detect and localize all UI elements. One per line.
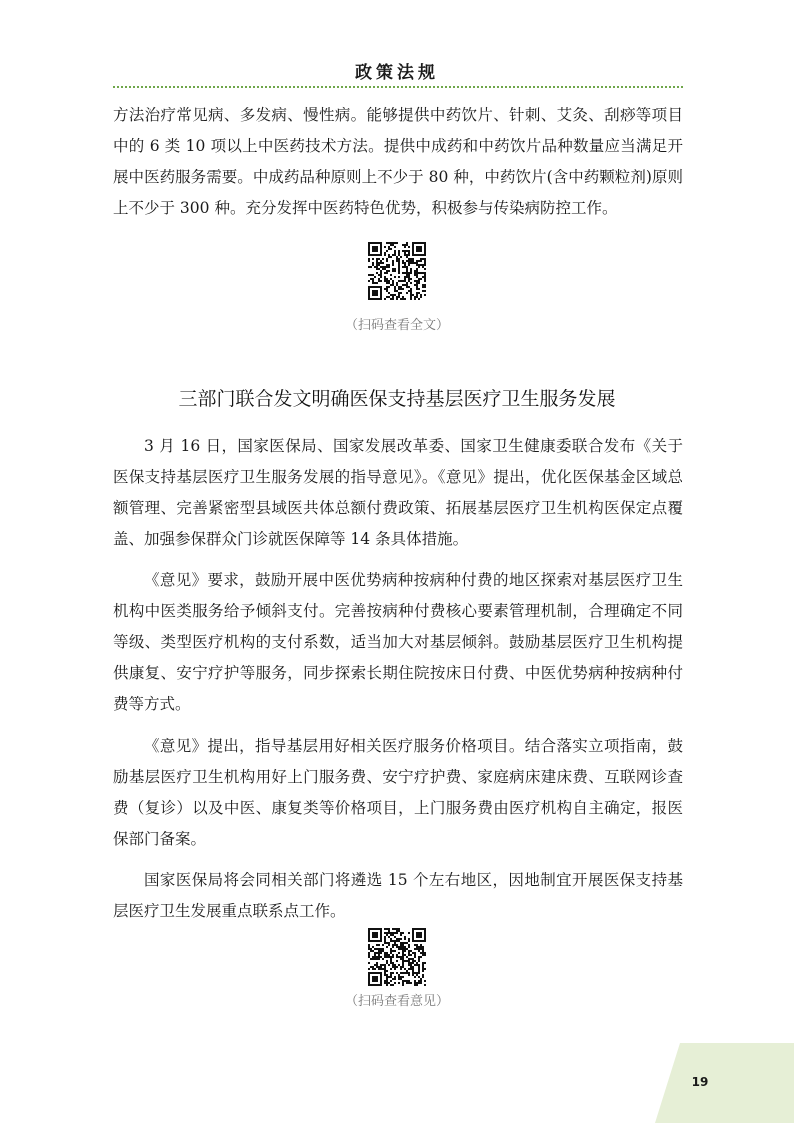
page-header-title: 政策法规 xyxy=(355,63,439,83)
qr-caption-full-text: （扫码查看全文） xyxy=(344,318,449,333)
article-title: 三部门联合发文明确医保支持基层医疗卫生服务发展 xyxy=(178,388,616,410)
qr-caption-opinion: （扫码查看意见） xyxy=(344,994,449,1009)
qr-code-full-text xyxy=(368,242,426,300)
article-paragraph-3: 《意见》提出，指导基层用好相关医疗服务价格项目。结合落实立项指南，鼓励基层医疗卫生机构用好上门服务费、安宁疗护费、家庭病床建床费、互联网诊查费（复诊）以及中医、康复类等价格项目，上门服务费由医疗机构自主确定，报医保部门备案。 xyxy=(113,737,683,848)
article-paragraph-2: 《意见》要求，鼓励开展中医优势病种按病种付费的地区探索对基层医疗卫生机构中医类服务给予倾斜支付。完善按病种付费核心要素管理机制，合理确定不同等级、类型医疗机构的支付系数，适当加大对基层倾斜。鼓励基层医疗卫生机构提供康复、安宁疗护等服务，同步探索长期住院按床日付费、中医优势病种按病种付费等方式。 xyxy=(113,571,683,713)
article-paragraph-4: 国家医保局将会同相关部门将遴选 15 个左右地区，因地制宜开展医保支持基层医疗卫生发展重点联系点工作。 xyxy=(113,871,683,920)
page-number: 19 xyxy=(691,1075,709,1089)
qr-code-opinion xyxy=(368,928,426,986)
article-paragraph-1: 3 月 16 日，国家医保局、国家发展改革委、国家卫生健康委联合发布《关于医保支持基层医疗卫生服务发展的指导意见》。《意见》提出，优化医保基金区域总额管理、完善紧密型县域医共体总额付费政策、拓展基层医疗卫生机构医保定点覆盖、加强参保群众门诊就医保障等 14 条具体措施。 xyxy=(113,437,683,548)
page-corner-decoration xyxy=(0,1043,794,1123)
header-divider xyxy=(113,86,683,88)
intro-paragraph: 方法治疗常见病、多发病、慢性病。能够提供中药饮片、针刺、艾灸、刮痧等项目中的 6 类 10 项以上中医药技术方法。提供中成药和中药饮片品种数量应当满足开展中医药服务需要。中成药品种原则上不少于 80 种，中药饮片(含中药颗粒剂)原则上不少于 300 种。充分发挥中医药特色优势，积极参与传染病防控工作。 xyxy=(113,106,683,217)
